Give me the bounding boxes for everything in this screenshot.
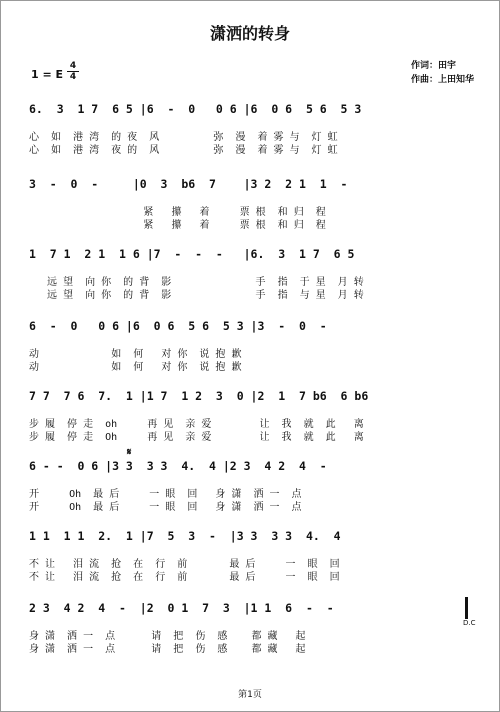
lyrics-verse-1: 不 让 泪 流 抢 在 行 前 最 后 一 眼 回: [29, 559, 340, 570]
time-signature: [67, 61, 79, 82]
dc-mark: D.C: [463, 619, 476, 627]
page-number: 第1页: [238, 690, 262, 700]
lyrics-verse-2: 心 如 港 湾 夜 的 风 弥 漫 着 雾 与 灯 虹: [29, 145, 338, 156]
notes-line: 6. 3 1 7 6 5 |6 - 0 0 6 |6 0 6 5 6 5 3: [29, 102, 362, 116]
notes-line: 6 - - 0 6 |3 3 3 3 4. 4 |2 3 4 2 4 -: [29, 459, 327, 473]
lyrics-verse-2: 动 如 何 对 你 说 抱 歉: [29, 362, 242, 373]
song-title: 潇洒的转身: [209, 24, 290, 43]
time-signature-bottom: 4: [67, 71, 79, 82]
score-system: [29, 523, 469, 583]
lyrics-verse-1: 动 如 何 对 你 说 抱 歉: [29, 349, 242, 360]
notes-line: 6 - 0 0 6 |6 0 6 5 6 5 3 |3 - 0 -: [29, 319, 327, 333]
key-signature: 1 = E: [31, 68, 64, 81]
notes-line: 7 7 7 6 7. 1 |1 7 1 2 3 0 |2 1 7 b6 6 b6: [29, 389, 369, 403]
score-system: [29, 171, 469, 231]
time-signature-top: 4: [69, 61, 77, 71]
score-system: [29, 453, 469, 513]
final-barline: [465, 597, 468, 619]
score-system: [29, 595, 469, 655]
score-system: [29, 96, 469, 156]
lyrics-verse-2: 步 履 停 走 Oh 再 见 亲 爱 让 我 就 此 离: [29, 432, 364, 443]
lyrics-verse-2: 远 望 向 你 的 背 影 手 指 与 星 月 转: [29, 290, 364, 301]
score-system: [29, 241, 469, 301]
lyrics-verse-1: 远 望 向 你 的 背 影 手 指 于 星 月 转: [29, 277, 364, 288]
lyricist: 作词：田宇: [411, 61, 457, 71]
lyrics-verse-1: 紧 攥 着 票 根 和 归 程: [29, 207, 326, 218]
lyrics-verse-1: 身 潇 洒 一 点 请 把 伤 感 都 藏 起: [29, 631, 306, 642]
lyrics-verse-1: 开 Oh 最 后 一 眼 回 身 潇 洒 一 点: [29, 489, 302, 500]
lyrics-verse-2: 不 让 泪 流 抢 在 行 前 最 后 一 眼 回: [29, 572, 340, 583]
lyrics-verse-2: 身 潇 洒 一 点 请 把 伤 感 都 藏 起: [29, 644, 306, 655]
score-system: [29, 383, 469, 443]
lyrics-verse-1: 步 履 停 走 oh 再 见 亲 爱 让 我 就 此 离: [29, 419, 364, 430]
lyrics-verse-2: 开 Oh 最 后 一 眼 回 身 潇 洒 一 点: [29, 502, 302, 513]
notes-line: 3 - 0 - |0 3 b6 7 |3 2 2 1 1 -: [29, 177, 348, 191]
score-system: [29, 313, 469, 373]
lyrics-verse-1: 心 如 港 湾 的 夜 风 弥 漫 着 雾 与 灯 虹: [29, 132, 338, 143]
notes-line: 2 3 4 2 4 - |2 0 1 7 3 |1 1 6 - -: [29, 601, 334, 615]
notes-line: 1 7 1 2 1 1 6 |7 - - - |6. 3 1 7 6 5: [29, 247, 355, 261]
credits: [411, 59, 474, 87]
segno-sign: 𝄋: [127, 447, 132, 458]
notes-line: 1 1 1 1 2. 1 |7 5 3 - |3 3 3 3 4. 4: [29, 529, 341, 543]
lyrics-verse-2: 紧 攥 着 票 根 和 归 程: [29, 220, 326, 231]
composer: 作曲：上田知华: [411, 75, 475, 85]
